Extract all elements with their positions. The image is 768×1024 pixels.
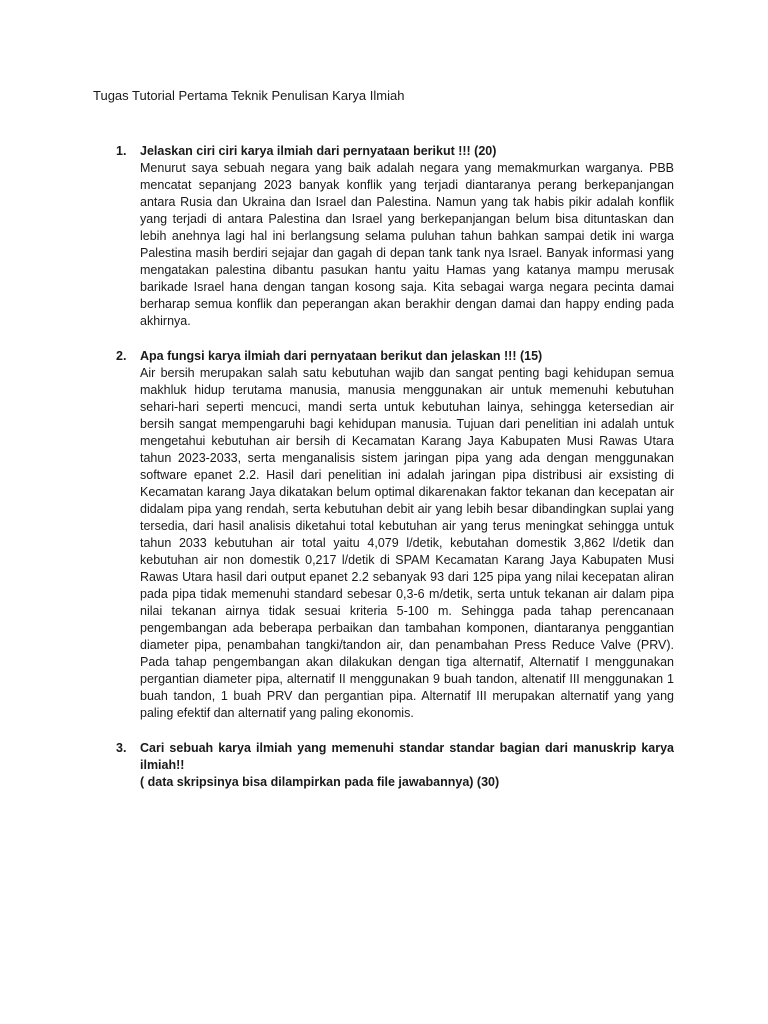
document-title: Tugas Tutorial Pertama Teknik Penulisan Karya Ilmiah (93, 88, 405, 103)
question-number: 1. (116, 144, 127, 158)
question-2 (116, 348, 674, 722)
question-body: Air bersih merupakan salah satu kebutuhan wajib dan sangat penting bagi kehidupan semua makhluk hidup terutama manusia, manusia menggunakan air untuk memenuhi kebutuhan sehari-hari seperti mencuci, mandi serta untuk kebutuhan lainya, sehingga ketersedian air bersih sangat mempengaruhi bagi kehidupan manusia. Tujuan dari penelitian ini adalah untuk mengetahui kebutuhan air bersih di Kecamatan Karang Jaya Kabupaten Musi Rawas Utara tahun 2023-2033, serta menganalisis sistem jaringan pipa yang ada dengan menggunakan software epanet 2.2. Hasil dari penelitian ini adalah jaringan pipa distribusi air exsisting di Kecamatan karang Jaya dikatakan belum optimal dikarenakan faktor tekanan dan kecepatan air didalam pipa yang rendah, serta kebutuhan debit air yang lebih besar dibandingkan suplai yang tersedia, dari hasil analisis diketahui total kebutuhan air yang terus meningkat sehingga untuk tahun 2033 kebutuhan air total yaitu 4,079 l/detik, kebutahan domestik 3,862 l/detik dan kebutuhan air non domestik 0,217 l/detik di SPAM Kecamatan Karang Jaya Kabupaten Musi Rawas Utara hasil dari output epanet 2.2 sebanyak 93 dari 125 pipa yang nilai kecepatan aliran pada pipa tidak memenuhi standard sebesar 0,3-6 m/detik, serta untuk tekanan air dalam pipa nilai tekanan airnya tidak sesuai kriteria 5-100 m. Sehingga pada tahap perencanaan pengembangan ada beberapa perbaikan dan tambahan komponen, diantaranya penggantian diameter pipa, penambahan tangki/tandon air, dan penambahan Press Reduce Valve (PRV). Pada tahap pengembangan akan dilakukan dengan tiga alternatif, Alternatif I menggunakan pergantian diameter pipa, alternatif II menggunakan 9 buah tandon, altenatif III menggunakan 1 buah tandon, 1 buah PRV dan pergantian pipa. Alternatif III merupakan alternatif yang yang paling efektif dan alternatif yang paling ekonomis. (140, 366, 674, 720)
question-heading: Cari sebuah karya ilmiah yang memenuhi standar standar bagian dari manuskrip karya ilmiah!! (140, 741, 674, 772)
question-note: ( data skripsinya bisa dilampirkan pada file jawabannya) (30) (140, 775, 500, 789)
question-body: Menurut saya sebuah negara yang baik adalah negara yang memakmurkan warganya. PBB mencatat sepanjang 2023 banyak konflik yang terjadi diantaranya perang berkepanjangan antara Rusia dan Ukraina dan Israel dan Palestina. Namun yang tak habis pikir adalah konflik yang terjadi di antara Palestina dan Israel yang berkepanjangan belum bisa dituntaskan dan lebih anehnya lagi hal ini berlangsung selama puluhan tahun bahkan sampai detik ini warga Palestina masih berdiri sejajar dan gagah di depan tank tank nya Israel. Banyak informasi yang mengatakan palestina dibantu pasukan hantu yaitu Hamas yang katanya mampu merusak barikade Israel hana dengan tangan kosong saja. Kita sebagai warga negara pecinta damai berharap semua konflik dan peperangan akan berakhir dengan damai dan happy ending pada akhirnya. (140, 161, 674, 328)
question-number: 3. (116, 741, 127, 755)
question-number: 2. (116, 349, 127, 363)
question-1 (116, 143, 674, 330)
question-list (116, 143, 674, 791)
question-heading: Apa fungsi karya ilmiah dari pernyataan berikut dan jelaskan !!! (15) (140, 349, 543, 363)
question-heading: Jelaskan ciri ciri karya ilmiah dari pernyataan berikut !!! (20) (140, 144, 497, 158)
question-3 (116, 740, 674, 791)
